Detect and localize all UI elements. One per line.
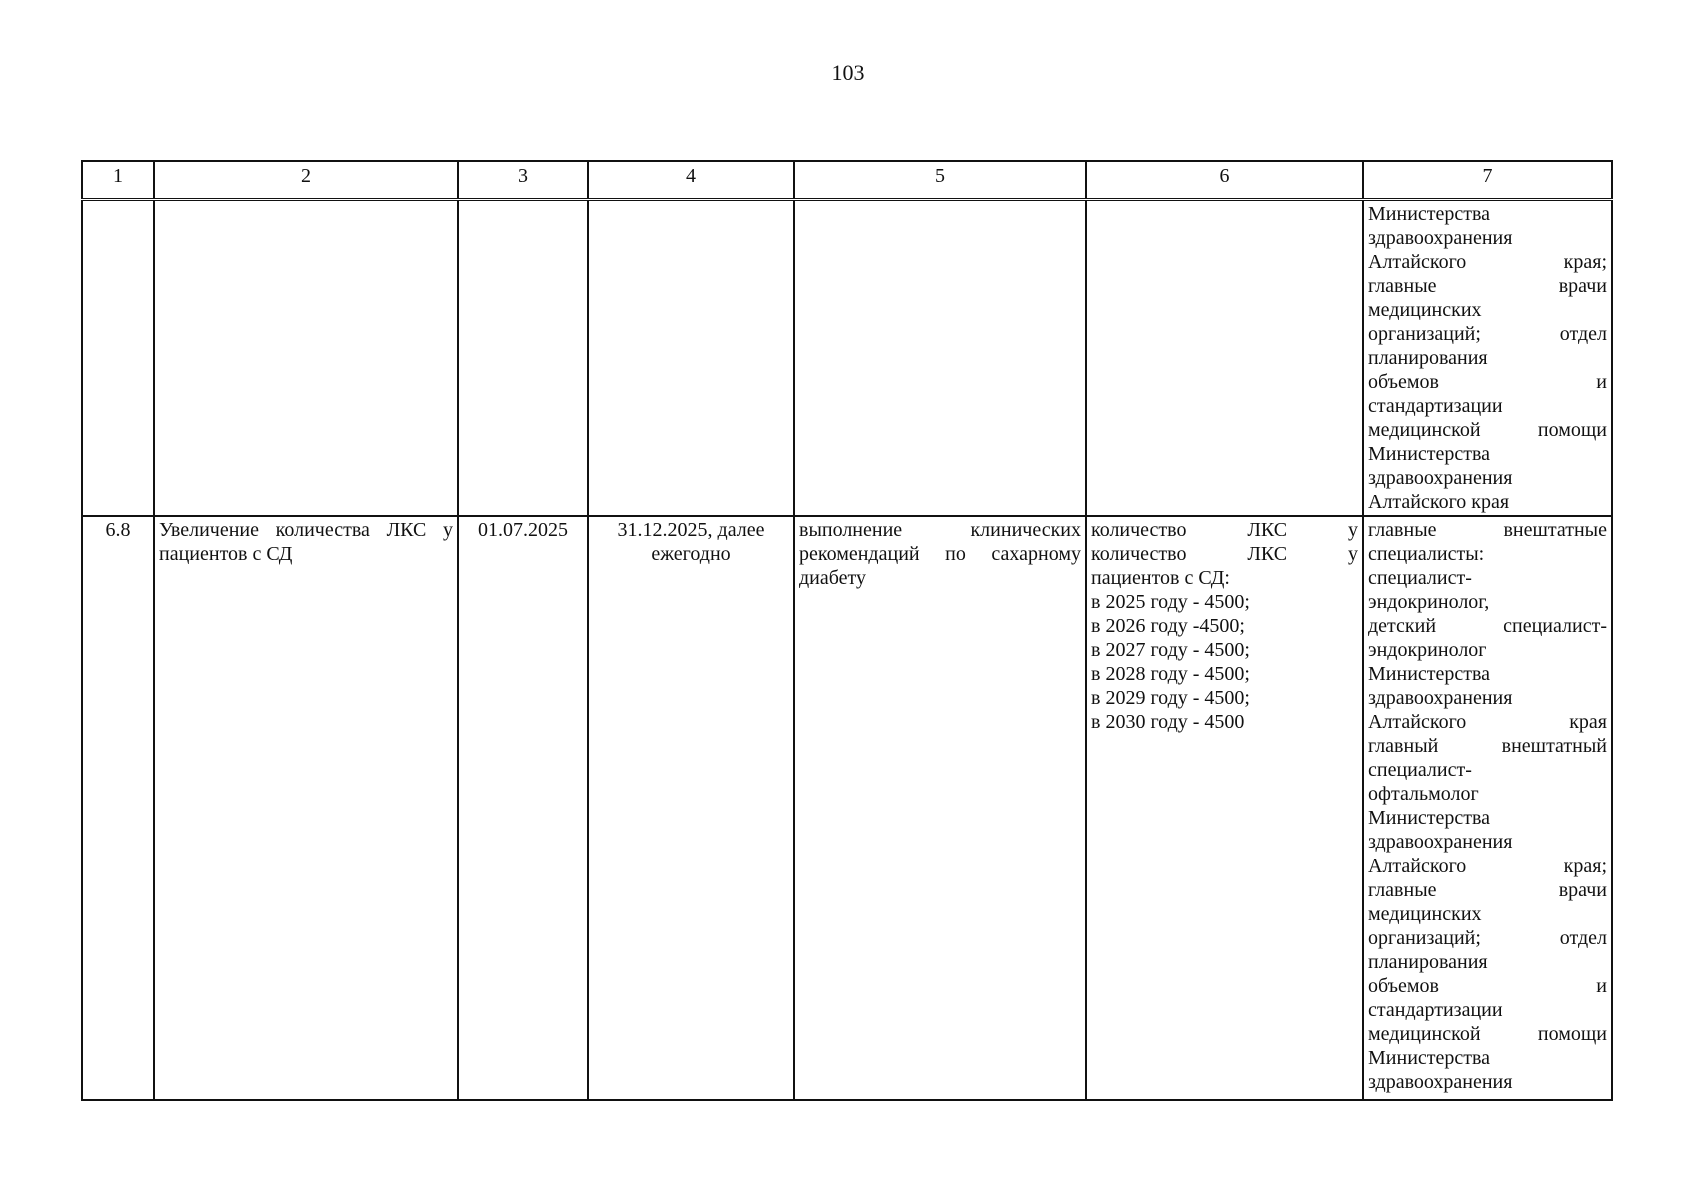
text-line: стандартизации — [1368, 999, 1503, 1021]
text-line: Министерства — [1368, 663, 1491, 685]
text-line: специалист- — [1368, 759, 1472, 781]
text-line: эндокринолог, — [1368, 591, 1490, 613]
text-line: объемов и — [1368, 371, 1607, 393]
end-date-cell: 31.12.2025, далее ежегодно — [588, 516, 794, 1100]
text-line: Министерства — [1368, 203, 1491, 225]
text-line: в 2026 году -4500; — [1091, 615, 1245, 637]
text-line: медицинской помощи — [1368, 1023, 1607, 1045]
result-cell: выполнение клинических рекомендаций по сахарному диабету — [794, 516, 1086, 1100]
text-line: медицинских — [1368, 299, 1482, 321]
cell-empty — [458, 200, 588, 517]
text-line: специалист- — [1368, 567, 1472, 589]
text-line: Министерства — [1368, 1047, 1491, 1069]
text-line: медицинской помощи — [1368, 419, 1607, 441]
text-line: стандартизации — [1368, 395, 1503, 417]
text-line: Алтайского края; — [1368, 251, 1607, 273]
text-line: здравоохранения — [1368, 227, 1513, 249]
text-line: организаций; отдел — [1368, 927, 1607, 949]
text-line: в 2030 году - 4500 — [1091, 711, 1245, 733]
header-col-3: 3 — [458, 161, 588, 200]
responsible-cell-continuation — [1363, 200, 1612, 517]
text-line: планирования — [1368, 347, 1488, 369]
measure-name-cell: Увеличение количества ЛКС у пациентов с СД — [154, 516, 458, 1100]
text-line: здравоохранения — [1368, 1071, 1513, 1093]
start-date-cell: 01.07.2025 — [458, 516, 588, 1100]
header-col-1: 1 — [82, 161, 154, 200]
header-row — [82, 161, 1612, 200]
text-line: главные врачи — [1368, 275, 1607, 297]
text-line: специалисты: — [1368, 543, 1485, 565]
header-col-4: 4 — [588, 161, 794, 200]
text-line: в 2028 году - 4500; — [1091, 663, 1250, 685]
text-line: детский специалист- — [1368, 615, 1607, 637]
text-line: количество ЛКС у — [1091, 519, 1358, 541]
text-line: главный внештатный — [1368, 735, 1607, 757]
text-line: офтальмолог — [1368, 783, 1479, 805]
text-line: в 2025 году - 4500; — [1091, 591, 1250, 613]
text-line: главные врачи — [1368, 879, 1607, 901]
cell-empty — [588, 200, 794, 517]
header-col-6: 6 — [1086, 161, 1363, 200]
text-line: количество ЛКС у — [1091, 543, 1358, 565]
text-line: организаций; отдел — [1368, 323, 1607, 345]
text-line: в 2027 году - 4500; — [1091, 639, 1250, 661]
plan-table — [81, 160, 1613, 1101]
cell-empty — [1086, 200, 1363, 517]
text-line: эндокринолог — [1368, 639, 1487, 661]
indicator-cell — [1086, 516, 1363, 1100]
table-row-6-8 — [82, 516, 1612, 1100]
text-line: Министерства — [1368, 443, 1491, 465]
header-col-7: 7 — [1363, 161, 1612, 200]
text-line: объемов и — [1368, 975, 1607, 997]
responsible-cell — [1363, 516, 1612, 1100]
text-line: Алтайского края — [1368, 711, 1607, 733]
text-line: в 2029 году - 4500; — [1091, 687, 1250, 709]
table-row-continuation — [82, 200, 1612, 517]
text-line: Министерства — [1368, 807, 1491, 829]
text-line: здравоохранения — [1368, 467, 1513, 489]
text-line: Алтайского края; — [1368, 855, 1607, 877]
text-line: планирования — [1368, 951, 1488, 973]
cell-empty — [82, 200, 154, 517]
text-line: Алтайского края — [1368, 491, 1510, 513]
header-col-2: 2 — [154, 161, 458, 200]
page-number: 103 — [831, 60, 865, 85]
row-number-cell: 6.8 — [82, 516, 154, 1100]
text-line: пациентов с СД: — [1091, 567, 1230, 589]
text-line: здравоохранения — [1368, 687, 1513, 709]
cell-empty — [794, 200, 1086, 517]
text-line: здравоохранения — [1368, 831, 1513, 853]
cell-empty — [154, 200, 458, 517]
text-line: главные внештатные — [1368, 519, 1607, 541]
header-col-5: 5 — [794, 161, 1086, 200]
text-line: медицинских — [1368, 903, 1482, 925]
